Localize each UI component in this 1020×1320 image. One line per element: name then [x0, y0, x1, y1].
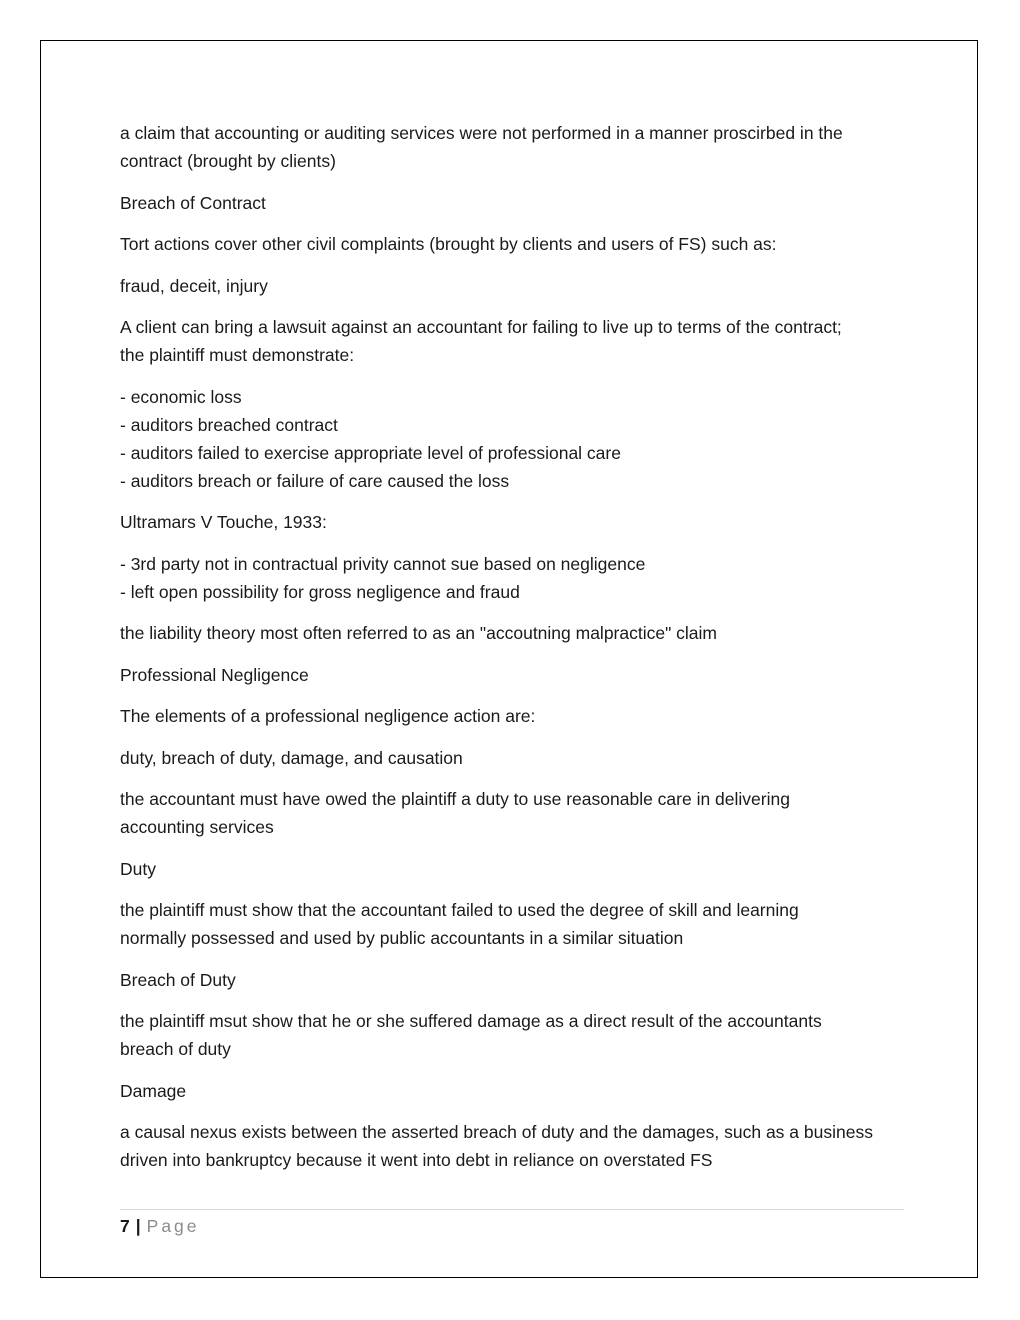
paragraph: Breach of Contract — [120, 192, 266, 213]
paragraph: Damage — [120, 1080, 187, 1101]
page-footer — [120, 1209, 904, 1240]
document-page — [40, 40, 978, 1278]
list-item: - auditors breached contract — [120, 414, 338, 435]
paragraph: Professional Negligence — [120, 664, 309, 685]
paragraph: A client can bring a lawsuit against an accountant for failing to live up to terms of the contract; the plaintiff must demonstrate: — [120, 317, 842, 365]
paragraph: fraud, deceit, injury — [120, 275, 268, 296]
list-item: - economic loss — [120, 386, 242, 407]
paragraph: The elements of a professional negligence action are: — [120, 706, 536, 726]
paragraph: duty, breach of duty, damage, and causation — [120, 747, 463, 768]
list-item: - auditors breach or failure of care caused the loss — [120, 470, 510, 491]
paragraph: a claim that accounting or auditing services were not performed in a manner proscirbed in the contract (brought by clients) — [120, 123, 843, 171]
paragraph: Breach of Duty — [120, 969, 236, 990]
paragraph: the plaintiff msut show that he or she suffered damage as a direct result of the accountants breach of duty — [120, 1011, 822, 1059]
dash-list — [120, 550, 910, 606]
list-item: - auditors failed to exercise appropriate level of professional care — [120, 442, 621, 463]
paragraph: the plaintiff must show that the accountant failed to used the degree of skill and learning normally possessed and used by public accountants in a similar situation — [120, 900, 799, 948]
list-item: - 3rd party not in contractual privity cannot sue based on negligence — [120, 553, 646, 574]
paragraph: Ultramars V Touche, 1933: — [120, 512, 327, 532]
paragraph: the accountant must have owed the plaintiff a duty to use reasonable care in delivering accounting services — [120, 789, 790, 837]
footer-separator: | — [135, 1216, 141, 1236]
page-body — [120, 119, 910, 1188]
paragraph: a causal nexus exists between the asserted breach of duty and the damages, such as a business driven into bankruptcy because it went into debt in reliance on overstated FS — [120, 1122, 873, 1170]
paragraph: the liability theory most often referred to as an "accoutning malpractice" claim — [120, 623, 718, 643]
dash-list — [120, 383, 910, 495]
paragraph: Duty — [120, 858, 156, 879]
page-number: 7 — [120, 1216, 130, 1236]
list-item: - left open possibility for gross negligence and fraud — [120, 581, 520, 602]
page-label: Page — [146, 1216, 200, 1236]
paragraph: Tort actions cover other civil complaints (brought by clients and users of FS) such as: — [120, 234, 777, 254]
